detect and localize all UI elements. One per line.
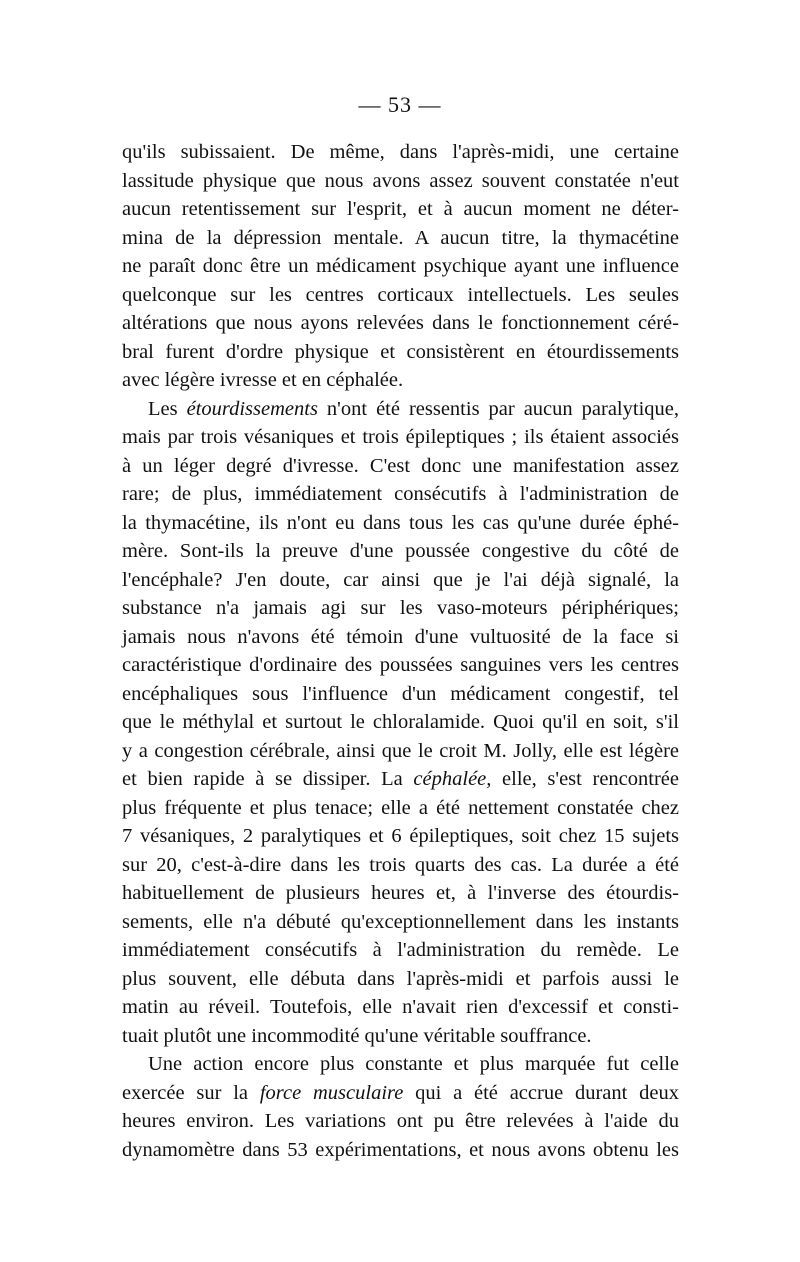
text-line: aucun retentissement sur l'esprit, et à aucun moment ne déter- [122, 198, 679, 220]
text-line: bral furent d'ordre physique et consistèrent en étourdissements [122, 340, 679, 363]
text-line: plus souvent, elle débuta dans l'après-midi et parfois aussi le [122, 967, 679, 990]
paragraph-start-line: Une action encore plus constante et plus marquée fut celle [148, 1053, 679, 1075]
italic-term: céphalée, [413, 768, 492, 790]
text-line [122, 1079, 679, 1108]
text-line: à un léger degré d'ivresse. C'est donc une manifestation assez [122, 454, 679, 477]
text-line: que le méthylal et surtout le chloralamide. Quoi qu'il en soit, s'il [122, 711, 679, 733]
text-line: matin au réveil. Toutefois, elle n'avait rien d'excessif et consti- [122, 996, 679, 1018]
text-line: lassitude physique que nous avons assez souvent constatée n'eut [122, 169, 679, 192]
italic-term: force musculaire [259, 1081, 404, 1104]
text-line: immédiatement consécutifs à l'administration du remède. Le [122, 939, 679, 961]
text-run: et bien rapide à se dissiper. La [122, 768, 414, 790]
text-line: mère. Sont-ils la preuve d'une poussée congestive du côté de [122, 540, 679, 562]
text-line: y a congestion cérébrale, ainsi que le croit M. Jolly, elle est légère [122, 739, 679, 762]
text-line: dynamomètre dans 53 expérimentations, et nous avons obtenu les [122, 1138, 679, 1161]
text-line: jamais nous n'avons été témoin d'une vultuosité de la face si [122, 625, 679, 648]
text-line: substance n'a jamais agi sur les vaso-moteurs périphériques; [122, 597, 679, 619]
text-line: habituellement de plusieurs heures et, à l'inverse des étourdis- [122, 882, 679, 904]
text-line: sements, elle n'a débuté qu'exceptionnellement dans les instants [122, 910, 679, 933]
text-run: qui a été accrue durant deux [403, 1081, 679, 1104]
body-text [122, 138, 679, 1164]
text-line: altérations que nous ayons relevées dans le fonctionnement céré- [122, 312, 679, 334]
text-run: elle, s'est rencontrée [491, 768, 679, 790]
text-line: caractéristique d'ordinaire des poussées sanguines vers les centres [122, 654, 679, 676]
text-line: mina de la dépression mentale. A aucun titre, la thymacétine [122, 226, 679, 249]
text-line: qu'ils subissaient. De même, dans l'après-midi, une certaine [122, 141, 679, 163]
text-line: ne paraît donc être un médicament psychique ayant une influence [122, 255, 679, 277]
page-number: — 53 — [358, 92, 442, 117]
text-line: plus fréquente et plus tenace; elle a été nettement constatée chez [122, 796, 679, 819]
text-line: rare; de plus, immédiatement consécutifs à l'administration de [122, 483, 679, 505]
text-line: sur 20, c'est-à-dire dans les trois quarts des cas. La durée a été [122, 853, 679, 876]
italic-term: étourdissements [186, 397, 318, 420]
text-run: exercée sur la [122, 1081, 260, 1104]
text-line [122, 765, 679, 794]
text-run: Les [148, 397, 187, 420]
text-line: quelconque sur les centres corticaux intellectuels. Les seules [122, 283, 679, 306]
paragraph-end-line: tuait plutôt une incommodité qu'une véritable souffrance. [122, 1024, 592, 1047]
paragraph-end-line: avec légère ivresse et en céphalée. [122, 369, 404, 391]
paragraph-start-line [122, 395, 679, 424]
text-run: n'ont été ressentis par aucun paralytique, [317, 397, 679, 420]
text-line: mais par trois vésaniques et trois épileptiques ; ils étaient associés [122, 426, 679, 448]
text-line: l'encéphale? J'en doute, car ainsi que je l'ai déjà signalé, la [122, 568, 679, 591]
text-line: la thymacétine, ils n'ont eu dans tous les cas qu'une durée éphé- [122, 511, 679, 534]
text-line: 7 vésaniques, 2 paralytiques et 6 épileptiques, soit chez 15 sujets [122, 825, 679, 847]
text-line: heures environ. Les variations ont pu être relevées à l'aide du [122, 1110, 679, 1132]
text-line: encéphaliques sous l'influence d'un médicament congestif, tel [122, 682, 679, 705]
